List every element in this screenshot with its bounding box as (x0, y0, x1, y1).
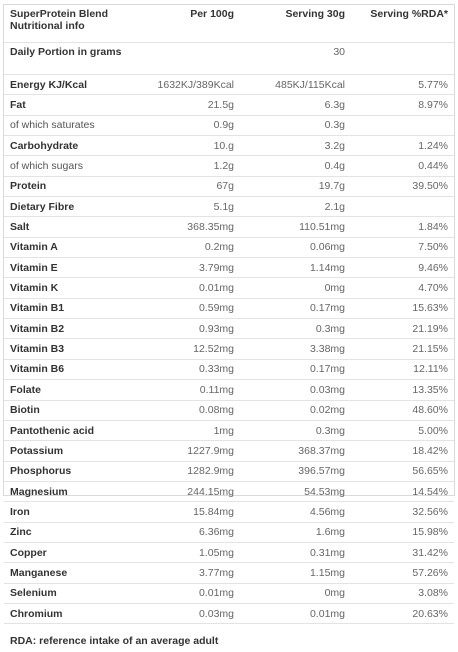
nutrient-row (4, 75, 454, 95)
nutrient-name: Protein (4, 176, 144, 196)
serving-value: 0.17mg (240, 359, 351, 379)
serving-value: 396.57mg (240, 461, 351, 481)
serving-value: 4.56mg (240, 502, 351, 522)
rda-value: 57.26% (351, 563, 454, 583)
daily-portion-row (4, 43, 454, 75)
rda-value: 21.15% (351, 339, 454, 359)
nutritional-info-label: Nutritional info (10, 20, 85, 32)
per100-value: 1632KJ/389Kcal (144, 75, 240, 95)
rda-value: 0.44% (351, 156, 454, 176)
rda-footnote: RDA: reference intake of an average adult (10, 635, 219, 648)
nutrient-row (4, 441, 454, 461)
nutrient-name: Iron (4, 502, 144, 522)
per100-value: 12.52mg (144, 339, 240, 359)
nutrient-row (4, 400, 454, 420)
rda-value: 20.63% (351, 603, 454, 623)
nutrient-row (4, 603, 454, 623)
daily-portion-label: Daily Portion in grams (4, 43, 144, 75)
nutrient-row (4, 339, 454, 359)
nutrient-name: Vitamin A (4, 237, 144, 257)
serving-value: 3.2g (240, 136, 351, 156)
per100-value: 3.79mg (144, 258, 240, 278)
rda-value: 48.60% (351, 400, 454, 420)
per100-value: 15.84mg (144, 502, 240, 522)
daily-portion-serving: 30 (240, 43, 351, 75)
per100-value: 1.05mg (144, 542, 240, 562)
serving-value: 0mg (240, 583, 351, 603)
nutrient-row (4, 197, 454, 217)
serving-value: 2.1g (240, 197, 351, 217)
footer-row (4, 624, 454, 652)
serving-value: 6.3g (240, 95, 351, 115)
per100-value: 0.59mg (144, 298, 240, 318)
rda-value: 15.63% (351, 298, 454, 318)
nutrient-name: Vitamin K (4, 278, 144, 298)
nutrient-name: Copper (4, 542, 144, 562)
header-product (4, 5, 144, 43)
nutrient-row (4, 217, 454, 237)
nutrient-name: Dietary Fibre (4, 197, 144, 217)
per100-value: 0.11mg (144, 380, 240, 400)
per100-value: 21.5g (144, 95, 240, 115)
rda-value: 1.84% (351, 217, 454, 237)
nutrient-row (4, 563, 454, 583)
rda-value: 14.54% (351, 481, 454, 501)
nutrient-name: of which sugars (4, 156, 144, 176)
nutrient-name: Zinc (4, 522, 144, 542)
rda-value: 31.42% (351, 542, 454, 562)
rda-value: 4.70% (351, 278, 454, 298)
rda-value: 21.19% (351, 319, 454, 339)
rda-value: 15.98% (351, 522, 454, 542)
serving-value: 110.51mg (240, 217, 351, 237)
nutrient-row (4, 319, 454, 339)
serving-value: 0.17mg (240, 298, 351, 318)
nutrient-row (4, 237, 454, 257)
nutrient-name: Manganese (4, 563, 144, 583)
per100-value: 0.2mg (144, 237, 240, 257)
rda-value: 3.08% (351, 583, 454, 603)
serving-value: 54.53mg (240, 481, 351, 501)
serving-value: 0.31mg (240, 542, 351, 562)
nutrient-name: Energy KJ/Kcal (4, 75, 144, 95)
nutrient-name: Vitamin B3 (4, 339, 144, 359)
nutrient-row (4, 278, 454, 298)
header-serving: Serving 30g (240, 5, 351, 43)
nutrient-row (4, 461, 454, 481)
serving-value: 0.01mg (240, 603, 351, 623)
per100-value: 1227.9mg (144, 441, 240, 461)
nutrient-name: Potassium (4, 441, 144, 461)
nutrient-name: Magnesium (4, 481, 144, 501)
rda-value: 1.24% (351, 136, 454, 156)
per100-value: 5.1g (144, 197, 240, 217)
serving-value: 0.02mg (240, 400, 351, 420)
nutrient-row (4, 380, 454, 400)
serving-value: 0.03mg (240, 380, 351, 400)
nutrient-row (4, 502, 454, 522)
header-row (4, 5, 454, 43)
serving-value: 0.3g (240, 115, 351, 135)
per100-value: 0.9g (144, 115, 240, 135)
per100-value: 368.35mg (144, 217, 240, 237)
nutrient-name: Vitamin B6 (4, 359, 144, 379)
rda-value: 12.11% (351, 359, 454, 379)
rda-value: 18.42% (351, 441, 454, 461)
rda-value: 56.65% (351, 461, 454, 481)
nutrient-row (4, 420, 454, 440)
header-rda: Serving %RDA* (351, 5, 454, 43)
nutrient-row (4, 95, 454, 115)
per100-value: 0.08mg (144, 400, 240, 420)
nutrient-row (4, 298, 454, 318)
per100-value: 6.36mg (144, 522, 240, 542)
header-per100: Per 100g (144, 5, 240, 43)
nutrition-table (4, 5, 454, 652)
nutrient-name: Vitamin B1 (4, 298, 144, 318)
nutrient-row (4, 176, 454, 196)
daily-portion-rda (351, 43, 454, 75)
per100-value: 67g (144, 176, 240, 196)
per100-value: 10.g (144, 136, 240, 156)
serving-value: 19.7g (240, 176, 351, 196)
per100-value: 1282.9mg (144, 461, 240, 481)
per100-value: 0.01mg (144, 278, 240, 298)
nutrient-name: Chromium (4, 603, 144, 623)
serving-value: 0mg (240, 278, 351, 298)
rda-value: 5.77% (351, 75, 454, 95)
per100-value: 1mg (144, 420, 240, 440)
serving-value: 1.6mg (240, 522, 351, 542)
rda-value: 13.35% (351, 380, 454, 400)
serving-value: 1.14mg (240, 258, 351, 278)
nutrient-row (4, 583, 454, 603)
product-name: SuperProtein Blend (10, 8, 109, 20)
nutrient-name: Salt (4, 217, 144, 237)
rda-value (351, 115, 454, 135)
serving-value: 1.15mg (240, 563, 351, 583)
daily-portion-per100 (144, 43, 240, 75)
per100-value: 0.03mg (144, 603, 240, 623)
rda-value: 9.46% (351, 258, 454, 278)
nutrient-name: Phosphorus (4, 461, 144, 481)
rda-value: 5.00% (351, 420, 454, 440)
per100-value: 0.93mg (144, 319, 240, 339)
serving-value: 0.06mg (240, 237, 351, 257)
nutrient-name: Vitamin B2 (4, 319, 144, 339)
serving-value: 3.38mg (240, 339, 351, 359)
serving-value: 0.3mg (240, 319, 351, 339)
rda-value (351, 197, 454, 217)
nutrient-row (4, 156, 454, 176)
nutrient-row (4, 359, 454, 379)
nutrient-row (4, 481, 454, 501)
nutrient-row (4, 115, 454, 135)
nutrient-name: Pantothenic acid (4, 420, 144, 440)
nutrient-name: Fat (4, 95, 144, 115)
serving-value: 0.3mg (240, 420, 351, 440)
nutrition-table-container (3, 4, 455, 648)
rda-value: 7.50% (351, 237, 454, 257)
nutrient-name: Vitamin E (4, 258, 144, 278)
rda-value: 32.56% (351, 502, 454, 522)
serving-value: 368.37mg (240, 441, 351, 461)
nutrient-row (4, 522, 454, 542)
nutrient-name: Carbohydrate (4, 136, 144, 156)
nutrient-name: Selenium (4, 583, 144, 603)
nutrient-name: of which saturates (4, 115, 144, 135)
serving-value: 0.4g (240, 156, 351, 176)
per100-value: 0.33mg (144, 359, 240, 379)
per100-value: 0.01mg (144, 583, 240, 603)
rda-value: 39.50% (351, 176, 454, 196)
per100-value: 1.2g (144, 156, 240, 176)
nutrient-row (4, 136, 454, 156)
serving-value: 485KJ/115Kcal (240, 75, 351, 95)
nutrient-name: Folate (4, 380, 144, 400)
per100-value: 244.15mg (144, 481, 240, 501)
nutrient-name: Biotin (4, 400, 144, 420)
rda-value: 8.97% (351, 95, 454, 115)
nutrient-row (4, 542, 454, 562)
per100-value: 3.77mg (144, 563, 240, 583)
nutrient-row (4, 258, 454, 278)
